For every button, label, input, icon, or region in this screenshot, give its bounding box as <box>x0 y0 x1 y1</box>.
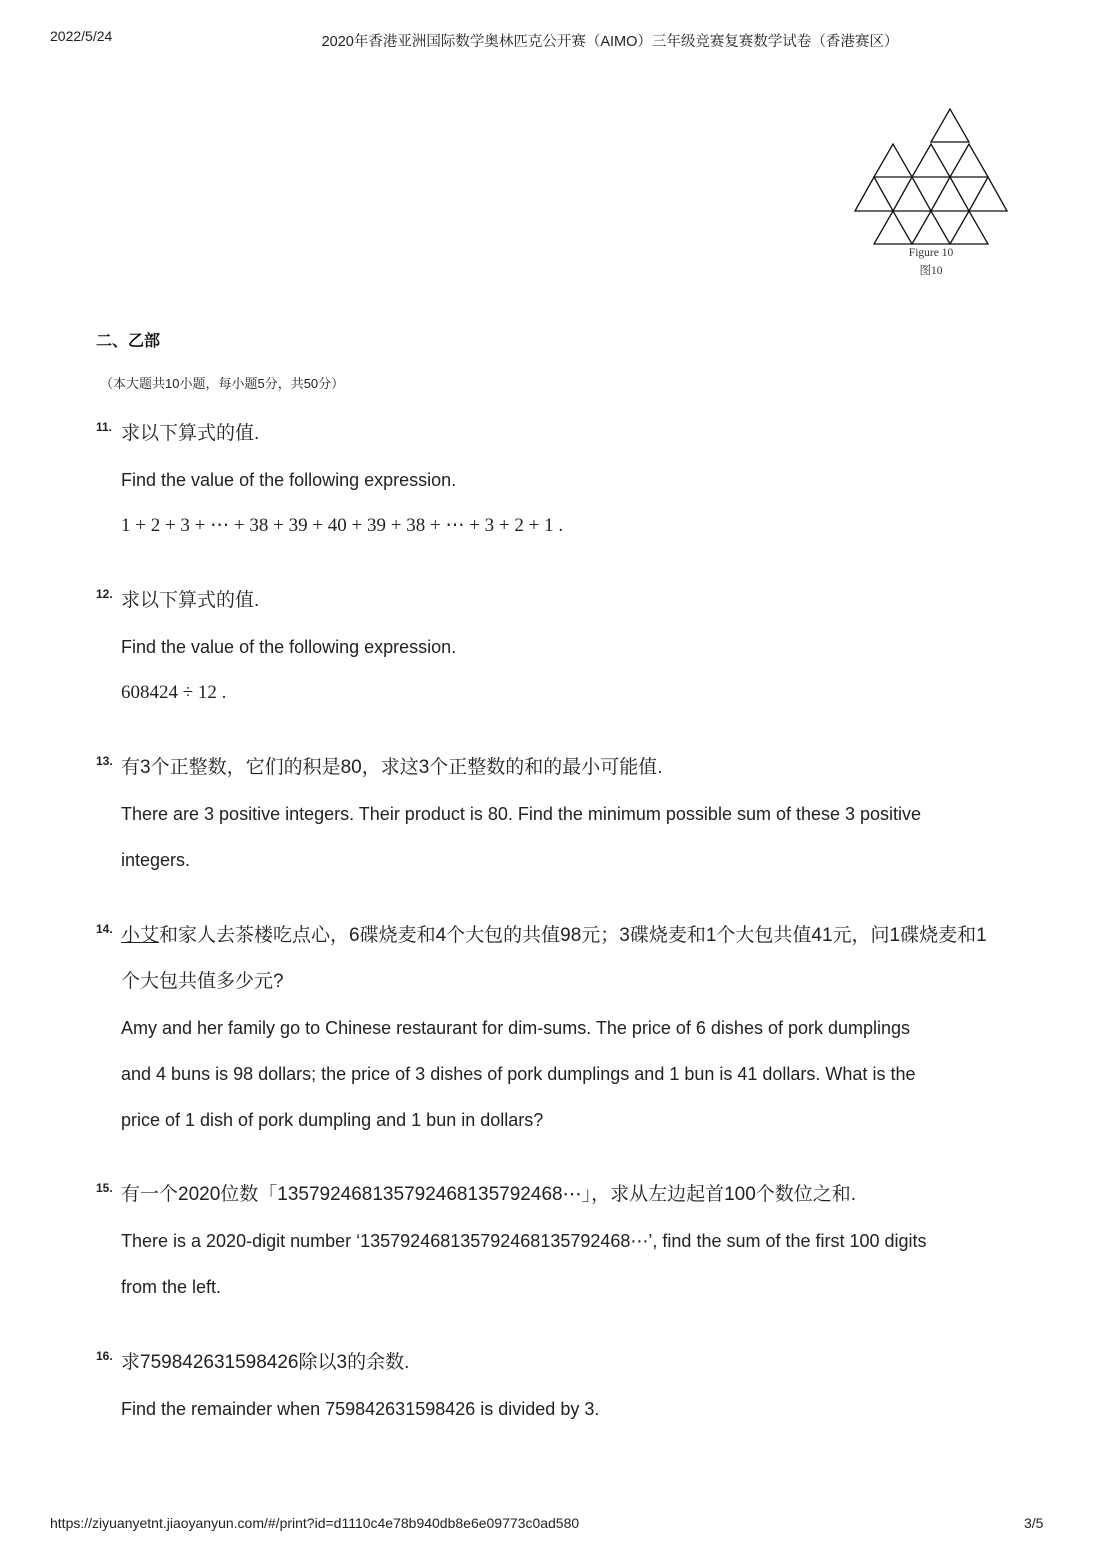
figure-triangle <box>874 211 912 244</box>
question-expression: 1 + 2 + 3 + ⋯ + 38 + 39 + 40 + 39 + 38 + ⋯ + 3 + 2 + 1 . <box>121 515 564 536</box>
question-text-en: integers. <box>121 850 191 870</box>
page-number: 3/5 <box>1024 1515 1044 1531</box>
figure-10 <box>846 104 1016 284</box>
figure-triangle <box>912 211 950 244</box>
question-text-en: There is a 2020-digit number ‘135792468135792468135792468⋯’, find the sum of the first 100 digits <box>121 1231 927 1251</box>
person-name: 小艾 <box>121 925 160 946</box>
question-number: 11. <box>96 420 113 434</box>
question-text-zh: 个大包共值多少元? <box>121 971 284 992</box>
question-text-zh: 求以下算式的值. <box>121 423 260 444</box>
question-text-en: Amy and her family go to Chinese restaurant for dim-sums. The price of 6 dishes of pork dumplings <box>121 1018 911 1038</box>
question-text-en: and 4 buns is 98 dollars; the price of 3 dishes of pork dumplings and 1 bun is 41 dollars. What is the <box>121 1064 916 1084</box>
figure-caption-zh: 图10 <box>919 265 943 277</box>
question-number: 12. <box>96 587 113 601</box>
figure-triangle <box>950 211 988 244</box>
page-title: 2020年香港亚洲国际数学奥林匹克公开赛（AIMO）三年级竞赛复赛数学试卷（香港赛区） <box>321 34 899 50</box>
figure-triangle <box>950 144 988 177</box>
section-title: 二、乙部 <box>96 333 161 350</box>
figure-triangle <box>874 144 912 177</box>
question-number: 14. <box>96 922 113 936</box>
question-text-en: from the left. <box>121 1277 222 1297</box>
question-number: 15. <box>96 1181 113 1195</box>
question-text-en: Find the remainder when 759842631598426 is divided by 3. <box>121 1399 600 1419</box>
question-text-en: There are 3 positive integers. Their product is 80. Find the minimum possible sum of these 3 positive <box>121 804 922 824</box>
figure-triangle <box>912 144 950 177</box>
question-number: 16. <box>96 1349 113 1363</box>
figure-triangle <box>931 177 969 211</box>
question-text-zh: 有一个2020位数「135792468135792468135792468⋯」，求从左边起首100个数位之和. <box>121 1184 857 1205</box>
question-text-en: price of 1 dish of pork dumpling and 1 bun in dollars? <box>121 1110 544 1130</box>
question-text-zh: 和家人去茶楼吃点心，6碟烧麦和4个大包的共值98元；3碟烧麦和1个大包共值41元，问1碟烧麦和1 <box>159 925 987 946</box>
figure-triangle <box>893 177 931 211</box>
question-expression: 608424 ÷ 12 . <box>121 682 227 703</box>
question-text-zh: 有3个正整数，它们的积是80，求这3个正整数的和的最小可能值. <box>121 757 663 778</box>
figure-caption-en: Figure 10 <box>908 247 954 259</box>
figure-triangle <box>931 109 969 142</box>
question-number: 13. <box>96 754 113 768</box>
print-date: 2022/5/24 <box>50 28 113 44</box>
triangle-grid-figure <box>846 104 1016 249</box>
figure-triangle <box>855 177 893 211</box>
figure-triangle <box>969 177 1007 211</box>
question-text-en: Find the value of the following expression. <box>121 637 457 657</box>
footer-url: https://ziyuanyetnt.jiaoyanyun.com/#/print?id=d1110c4e78b940db8e6e09773c0ad580 <box>50 1515 580 1531</box>
question-text-en: Find the value of the following expression. <box>121 470 457 490</box>
section-note: （本大题共10小题，每小题5分，共50分） <box>100 376 345 391</box>
question-text-zh: 求759842631598426除以3的余数. <box>121 1352 410 1373</box>
question-text-zh: 求以下算式的值. <box>121 590 260 611</box>
